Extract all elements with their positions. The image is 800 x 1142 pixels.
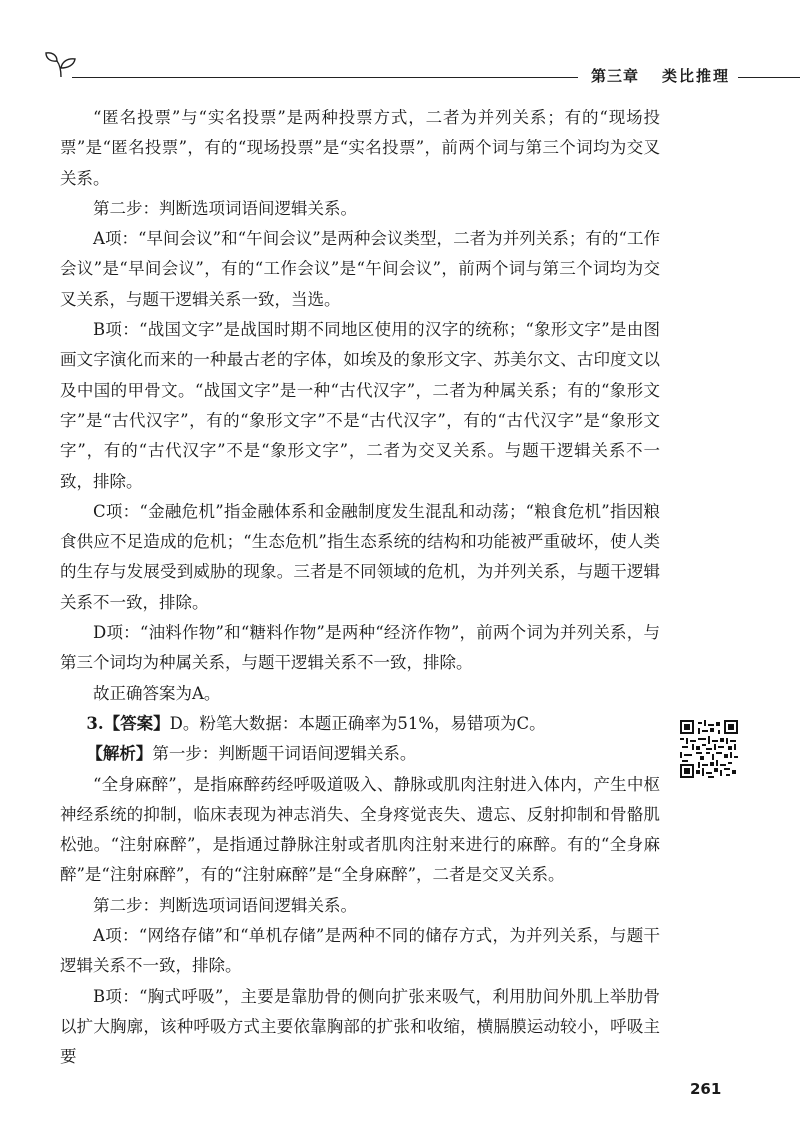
option-d-analysis: D项：“油料作物”和“糖料作物”是两种“经济作物”，前两个词为并列关系，与第三个词均为种属关系，与题干逻辑关系不一致，排除。: [60, 623, 660, 673]
page-body: [60, 103, 660, 1073]
qr-code[interactable]: [680, 720, 738, 778]
option-a-analysis: A项：“早间会议”和“午间会议”是两种会议类型，二者为并列关系；有的“工作会议”是“早间会议”，有的“工作会议”是“午间会议”，前两个词与第三个词均为交叉关系，与题干逻辑关系一致，当选。: [60, 229, 660, 309]
option-b-analysis: B项：“战国文字”是战国时期不同地区使用的汉字的统称；“象形文字”是由图画文字演化而来的一种最古老的字体，如埃及的象形文字、苏美尔文、古印度文以及中国的甲骨文。“战国文字”是一种“古代汉字”，二者为种属关系；有的“象形文字”是“古代汉字”，有的“象形文字”不是“古代汉字”，有的“古代汉字”是“象形文字”，有的“古代汉字”不是“象形文字”，二者为交叉关系。与题干逻辑关系不一致，排除。: [60, 320, 660, 491]
question-number: 3.: [86, 713, 104, 733]
page-number: 261: [690, 1080, 722, 1098]
step-heading: 第二步：判断选项词语间逻辑关系。: [93, 895, 357, 915]
answer-label: 【答案】: [103, 713, 170, 733]
header-rule-left: [72, 77, 578, 78]
chapter-label: 第三章: [591, 67, 640, 85]
page-header: [0, 48, 800, 88]
analysis-text: 第一步：判断题干词语间逻辑关系。: [152, 744, 417, 764]
analysis-label: 【解析】: [86, 744, 153, 764]
section-title: 类比推理: [662, 67, 731, 85]
option-c-analysis: C项：“金融危机”指金融体系和金融制度发生混乱和动荡；“粮食危机”指因粮食供应不足造成的危机；“生态危机”指生态系统的结构和功能被严重破坏，使人类的生存与发展受到威胁的现象。三者是不同领域的危机，为并列关系，与题干逻辑关系不一致，排除。: [60, 501, 660, 612]
step-heading: 第二步：判断选项词语间逻辑关系。: [93, 198, 357, 218]
paragraph: “匿名投票”与“实名投票”是两种投票方式，二者为并列关系；有的“现场投票”是“匿名投票”，有的“现场投票”是“实名投票”，前两个词与第三个词均为交叉关系。: [60, 108, 660, 188]
header-rule-right: [738, 77, 800, 78]
option-b-analysis: B项：“胸式呼吸”，主要是靠肋骨的侧向扩张来吸气，利用肋间外肌上举肋骨以扩大胸廓，该种呼吸方式主要依靠胸部的扩张和收缩，横膈膜运动较小，呼吸主要: [60, 986, 660, 1067]
question-3-analysis: [60, 739, 660, 769]
paragraph: “全身麻醉”，是指麻醉药经呼吸道吸入、静脉或肌肉注射进入体内，产生中枢神经系统的抑制，临床表现为神志消失、全身疼觉丧失、遗忘、反射抑制和骨骼肌松弛。“注射麻醉”，是指通过静脉注射或者肌肉注射来进行的麻醉。有的“全身麻醉”是“注射麻醉”，有的“注射麻醉”是“全身麻醉”，二者是交叉关系。: [60, 774, 660, 885]
question-3-answer: [60, 709, 660, 739]
correct-answer-line: 故正确答案为A。: [93, 683, 221, 703]
answer-text: D。粉笔大数据：本题正确率为51%，易错项为C。: [169, 713, 546, 733]
leaf-sprout-icon: [44, 50, 78, 78]
option-a-analysis: A项：“网络存储”和“单机存储”是两种不同的储存方式，为并列关系，与题干逻辑关系不一致，排除。: [60, 926, 660, 976]
